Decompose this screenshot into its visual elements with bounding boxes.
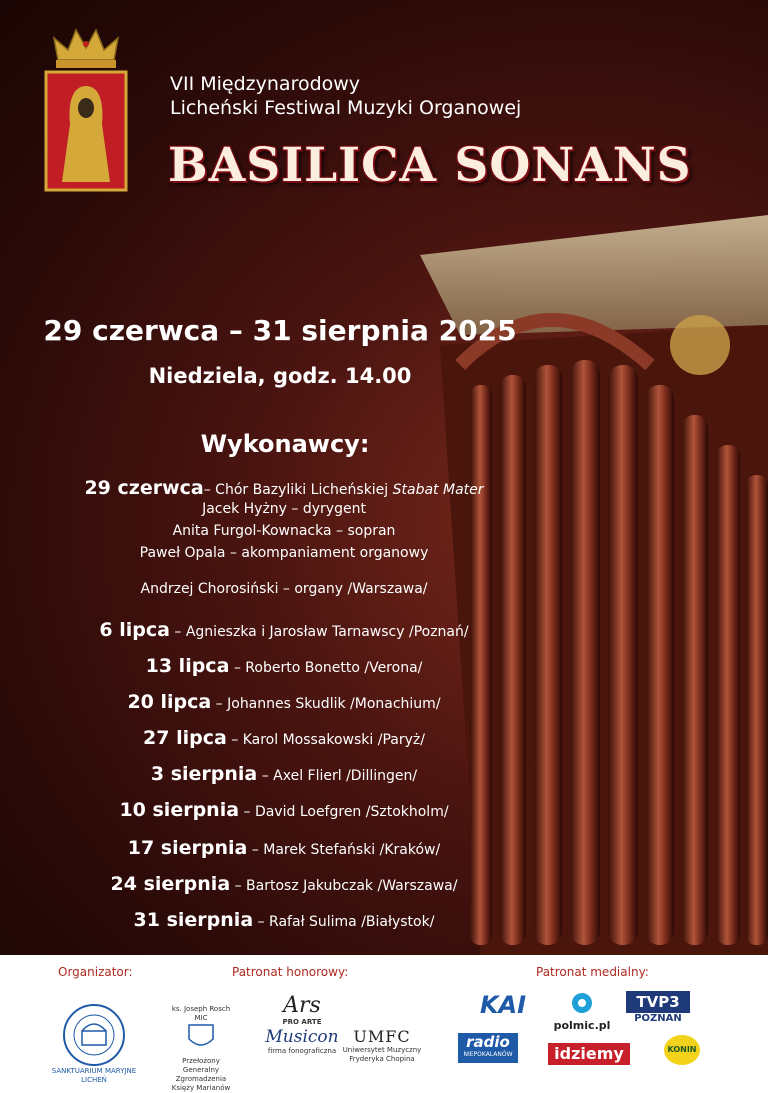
- basilica-icon: [62, 1003, 126, 1067]
- kai-logo: KAI: [479, 991, 527, 1019]
- marians-logo: ks. Joseph Rosch MIC Przełożony Generalny Zgromadzenia Księży Marianów: [166, 1005, 236, 1093]
- concert-line: 10 sierpnia – David Loefgren /Sztokholm/: [119, 799, 449, 821]
- umfc-logo: UMFC Uniwersytet Muzyczny Fryderyka Chopina: [342, 1027, 422, 1063]
- sanctuary-logo: SANKTUARIUM MARYJNE LICHEŃ: [62, 1003, 126, 1067]
- first-concert-conductor: Jacek Hyżny – dyrygent: [202, 501, 366, 517]
- concert-line: 3 sierpnia – Axel Flierl /Dillingen/: [150, 763, 418, 785]
- concert-line: 13 lipca – Roberto Bonetto /Verona/: [145, 655, 423, 677]
- performers-heading: Wykonawcy:: [200, 430, 370, 458]
- marians-shield-icon: [166, 1023, 236, 1053]
- festival-line: Licheński Festiwal Muzyki Organowej: [170, 97, 522, 119]
- organizer-label: Organizator:: [58, 965, 133, 979]
- tvp3-logo: TVP3 POZNAŃ: [626, 991, 690, 1024]
- polmic-icon: [570, 991, 594, 1015]
- concert-line: 6 lipca – Agnieszka i Jarosław Tarnawscy /Poznań/: [99, 619, 469, 641]
- first-concert-soloist: Anita Furgol-Kownacka – sopran: [172, 523, 396, 539]
- radio-niepokalanow-logo: radio NIEPOKALANÓW: [458, 1033, 518, 1063]
- konin-logo: KONIN: [664, 1035, 700, 1065]
- concert-line: 27 lipca – Karol Mossakowski /Paryż/: [143, 727, 425, 749]
- concert-date: 29 czerwca: [84, 477, 204, 499]
- concert-ensemble-name: Stabat Mater: [392, 482, 484, 498]
- first-concert-organist: Andrzej Chorosiński – organy /Warszawa/: [140, 581, 428, 597]
- concert-line: 17 sierpnia – Marek Stefański /Kraków/: [127, 837, 441, 859]
- musicon-logo: Ars PRO ARTE Musicon firma fonograficzna: [262, 993, 342, 1056]
- media-label: Patronat medialny:: [536, 965, 649, 979]
- edition-line: VII Międzynarodowy: [170, 73, 361, 95]
- concert-time: Niedziela, godz. 14.00: [148, 364, 412, 388]
- polmic-logo: polmic.pl: [552, 991, 612, 1032]
- concert-line: 24 sierpnia – Bartosz Jakubczak /Warszawa/: [110, 873, 458, 895]
- concert-ensemble: – Chór Bazyliki Licheńskiej: [203, 482, 393, 498]
- concert-line: 31 sierpnia – Rafał Sulima /Białystok/: [133, 909, 435, 931]
- idziemy-logo: idziemy: [548, 1043, 630, 1065]
- first-concert-line: [0, 477, 568, 499]
- honorary-label: Patronat honorowy:: [232, 965, 349, 979]
- festival-title: BASILICA SONANS: [168, 138, 692, 193]
- festival-dates: 29 czerwca – 31 sierpnia 2025: [43, 314, 517, 347]
- first-concert-accompaniment: Paweł Opala – akompaniament organowy: [139, 545, 429, 561]
- crown-icon: [40, 24, 132, 194]
- ars-mark: Ars: [283, 993, 321, 1018]
- sanctuary-emblem: [40, 24, 132, 194]
- sponsors-footer: [0, 955, 768, 1092]
- concert-line: 20 lipca – Johannes Skudlik /Monachium/: [127, 691, 441, 713]
- festival-subtitle: [170, 72, 521, 120]
